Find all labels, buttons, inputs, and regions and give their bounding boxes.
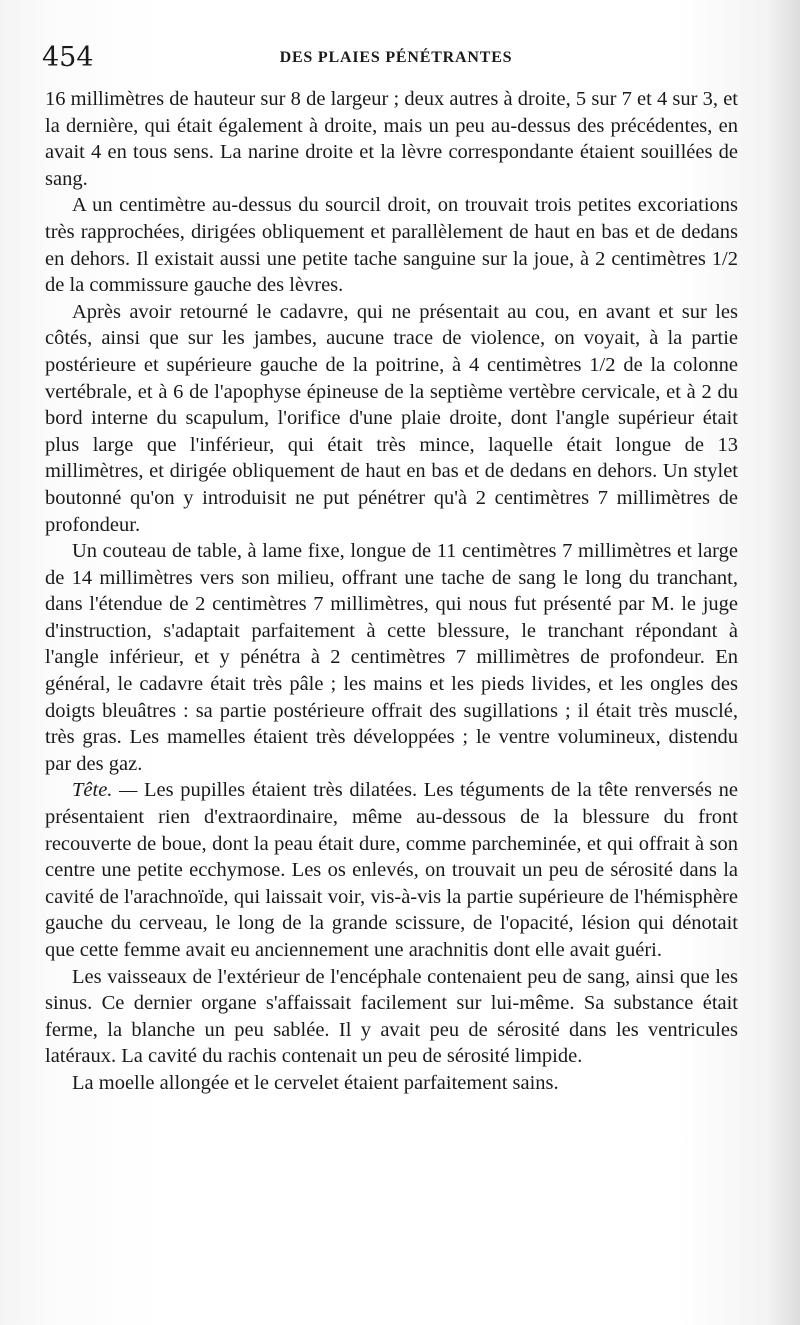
paragraph-sourcil: A un centimètre au-dessus du sourcil droit, on trouvait trois petites excoriations très rapprochées, dirigées obliquement et parallèlement de haut en bas et de dedans en dehors. Il existait aussi une petite tache sanguine sur la joue, à 2 centimètres 1/2 de la commissure gauche des lèvres. bbox=[45, 194, 738, 297]
paragraph-continued: 16 millimètres de hauteur sur 8 de largeur ; deux autres à droite, 5 sur 7 et 4 sur 3, et la dernière, qui était également à droite, mais un peu au-dessus des précédentes, en avait 4 en tous sens. La narine droite et la lèvre correspondante étaient souillées de sang. bbox=[45, 88, 738, 190]
body-text bbox=[45, 86, 738, 1097]
paragraph-tete bbox=[45, 777, 738, 963]
paragraph-moelle: La moelle allongée et le cervelet étaient parfaitement sains. bbox=[72, 1071, 559, 1094]
paragraph-tete-text: Les pupilles étaient très dilatées. Les téguments de la tête renversés ne présentaient rien d'extraordinaire, même au-dessous de la blessure du front recouverte de boue, dont la peau était dure, comme parcheminée, et qui offrait à son centre une petite ecchymose. Les os enlevés, on trouvait un peu de sérosité dans la cavité de l'arachnoïde, qui laissait voir, vis-à-vis la partie supérieure de l'hémisphère gauche du cerveau, le long de la grande scissure, de l'opacité, lésion qui dénotait que cette femme avait eu anciennement une arachnitis dont elle avait guéri. bbox=[45, 779, 739, 961]
paragraph-vaisseaux: Les vaisseaux de l'extérieur de l'encéphale contenaient peu de sang, ainsi que les sinus. Ce dernier organe s'affaissait facilement sur lui-même. Sa substance était ferme, la blanche un peu sablée. Il y avait peu de sérosité dans les ventricules latéraux. La cavité du rachis contenait un peu de sérosité limpide. bbox=[45, 965, 738, 1068]
section-lead-tete: Tête. — bbox=[72, 779, 138, 802]
paragraph-plaie: Après avoir retourné le cadavre, qui ne présentait au cou, en avant et sur les côtés, ainsi que sur les jambes, aucune trace de violence, on voyait, à la partie postérieure et supérieure gauche de la poitrine, à 4 centimètres 1/2 de la colonne vertébrale, et à 6 de l'apophyse épineuse de la septième vertèbre cervicale, et à 2 du bord interne du scapulum, l'orifice d'une plaie droite, dont l'angle supérieur était plus large que l'inférieur, qui était très mince, laquelle était longue de 13 millimètres, et dirigée obliquement de haut en bas et de dedans en dehors. Un stylet boutonné qu'on y introduisit ne put pénétrer qu'à 2 centimètres 7 millimètres de profondeur. bbox=[45, 300, 738, 536]
running-title: DES PLAIES PÉNÉTRANTES bbox=[279, 49, 513, 66]
page-header bbox=[42, 42, 750, 78]
page-number: 454 bbox=[42, 42, 94, 73]
paragraph-couteau: Un couteau de table, à lame fixe, longue de 11 centimètres 7 millimètres et large de 14 millimètres vers son milieu, offrant une tache de sang le long du tranchant, dans l'étendue de 2 centimètres 7 millimètres, qui nous fut présenté par M. le juge d'instruction, s'adaptait parfaitement à cette blessure, le tranchant répondant à l'angle inférieur, et y pénétra à 2 centimètres 7 millimètres de profondeur. En général, le cadavre était très pâle ; les mains et les pieds livides, et les ongles des doigts bleuâtres : sa partie postérieure offrait des sugillations ; il était très musclé, très gras. Les mamelles étaient très développées ; le ventre volumineux, distendu par des gaz. bbox=[45, 540, 738, 775]
